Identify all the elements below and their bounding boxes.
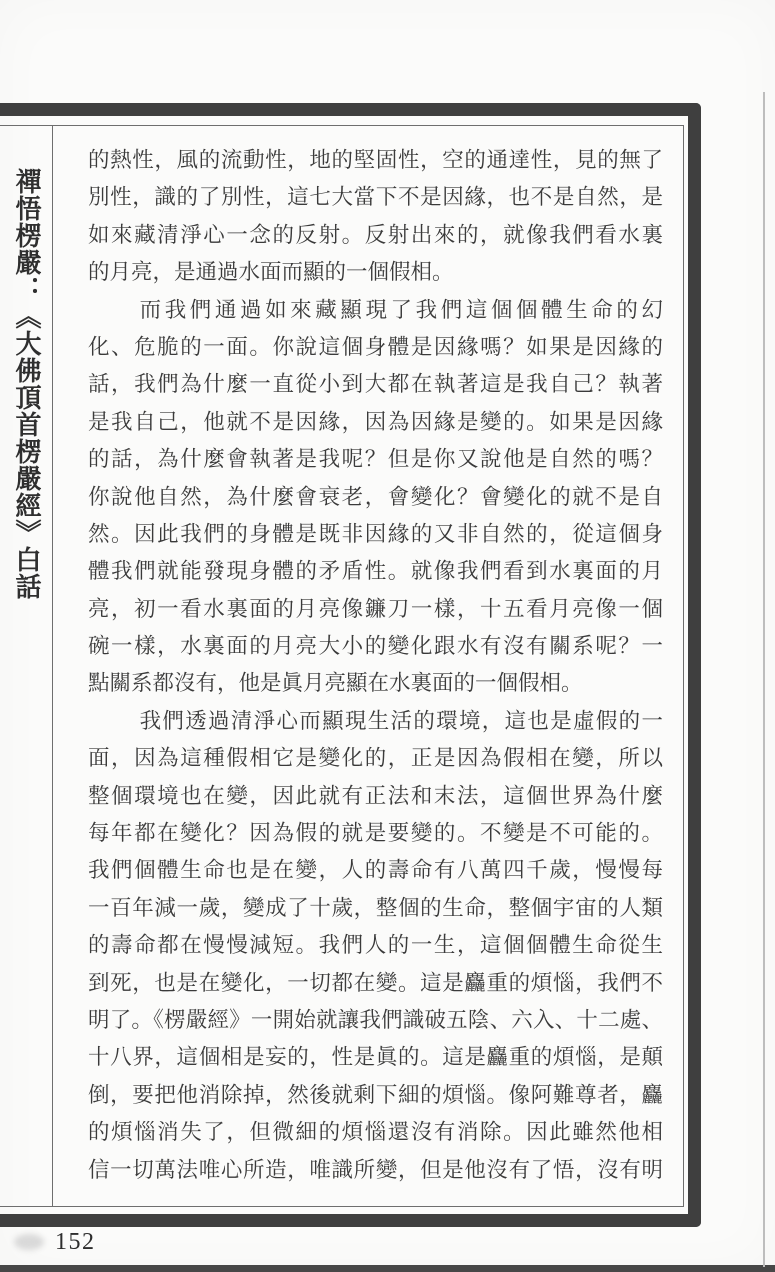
text-line: 別性，識的了別性，這七大當下不是因緣，也不是自然，是	[88, 185, 663, 210]
text-line: 然。因此我們的身體是既非因緣的又非自然的，從這個身	[88, 521, 663, 546]
scan-smudge	[14, 1234, 44, 1250]
text-line: 我們個體生命也是在變，人的壽命有八萬四千歲，慢慢每	[88, 858, 663, 883]
page-number: 152	[55, 1229, 96, 1255]
text-line: 明了。《楞嚴經》一開始就讓我們識破五陰、六入、十二處、	[88, 1007, 663, 1032]
text-line: 如來藏清淨心一念的反射。反射出來的，就像我們看水裏	[88, 222, 663, 247]
text-line: 的煩惱消失了，但微細的煩惱還沒有消除。因此雖然他相	[88, 1120, 663, 1145]
text-line: 一百年減一歲，變成了十歲，整個的生命，整個宇宙的人類	[88, 895, 663, 920]
spine-title: 禪悟楞嚴：《大佛頂首楞嚴經》白話	[12, 168, 41, 600]
page-edge-line	[763, 92, 765, 1267]
text-line: 面，因為這種假相它是變化的，正是因為假相在變，所以	[88, 746, 663, 771]
text-line: 化、危脆的一面。你說這個身體是因緣嗎？如果是因緣的	[88, 334, 663, 359]
text-line: 倒，要把他消除掉，然後就剩下細的煩惱。像阿難尊者，麤	[88, 1082, 663, 1107]
body-text	[88, 142, 663, 1189]
bottom-edge-line	[0, 1265, 775, 1272]
text-line: 的熱性，風的流動性，地的堅固性，空的通達性，見的無了	[88, 148, 663, 172]
text-line: 話，我們為什麼一直從小到大都在執著這是我自己？執著	[88, 372, 663, 397]
text-line: 點關系都沒有，他是眞月亮顯在水裏面的一個假相。	[88, 671, 583, 696]
text-line: 是我自己，他就不是因緣，因為因緣是變的。如果是因緣	[88, 409, 663, 434]
text-line: 而我們通過如來藏顯現了我們這個個體生命的幻	[139, 297, 663, 322]
text-line: 的壽命都在慢慢減短。我們人的一生，這個個體生命從生	[88, 933, 663, 958]
text-line: 整個環境也在變，因此就有正法和末法，這個世界為什麼	[88, 783, 663, 808]
text-line: 十八界，這個相是妄的，性是眞的。這是麤重的煩惱，是顛	[88, 1045, 663, 1070]
text-line: 體我們就能發現身體的矛盾性。就像我們看到水裏面的月	[88, 559, 663, 584]
text-line: 我們透過清淨心而顯現生活的環境，這也是虛假的一	[139, 708, 663, 733]
text-line: 的話，為什麼會執著是我呢？但是你又說他是自然的嗎？	[88, 447, 663, 472]
text-line: 到死，也是在變化，一切都在變。這是麤重的煩惱，我們不	[88, 970, 663, 995]
text-line: 你說他自然，為什麼會衰老，會變化？會變化的就不是自	[88, 484, 663, 509]
text-line: 每年都在變化？因為假的就是要變的。不變是不可能的。	[88, 821, 663, 846]
text-line: 碗一樣，水裏面的月亮大小的變化跟水有沒有關系呢？一	[88, 634, 663, 659]
text-line: 的月亮，是通過水面而顯的一個假相。	[88, 260, 454, 285]
spine-divider	[52, 125, 53, 1207]
text-line: 信一切萬法唯心所造，唯識所變，但是他沒有了悟，沒有明	[88, 1157, 663, 1182]
text-line: 亮，初一看水裏面的月亮像鐮刀一樣，十五看月亮像一個	[88, 596, 663, 621]
